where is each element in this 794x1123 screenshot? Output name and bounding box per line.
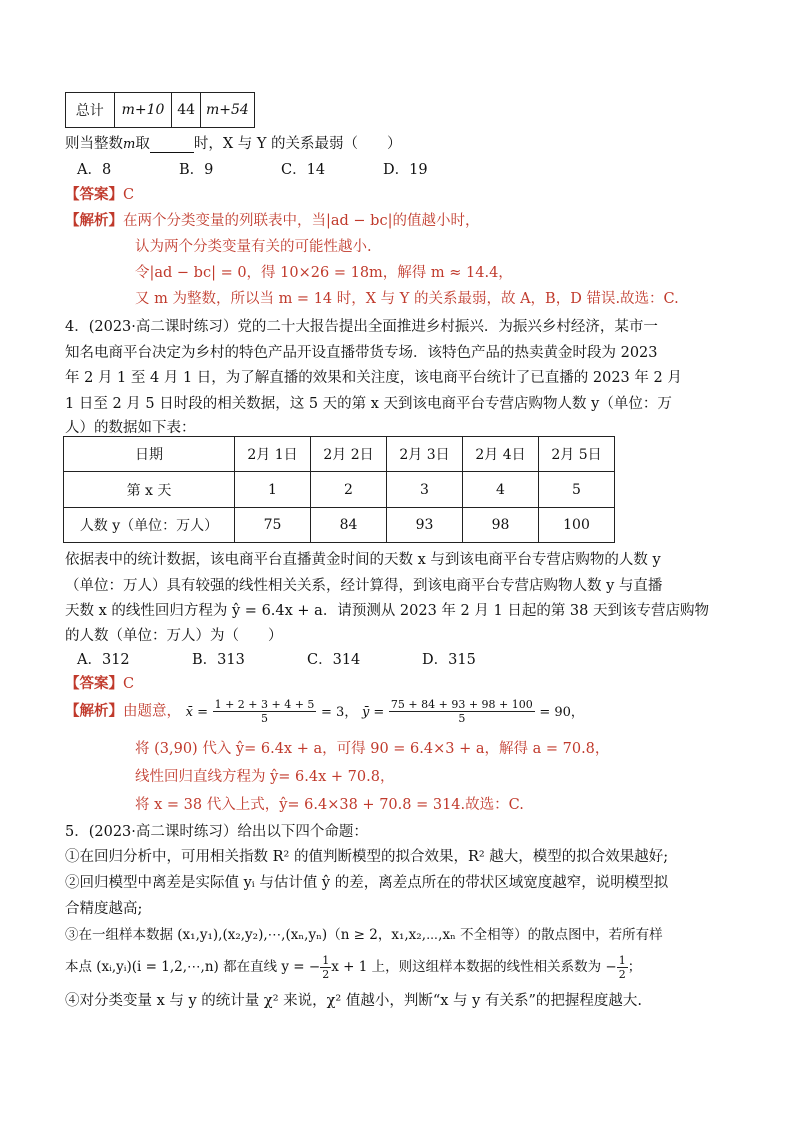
q4-line-5: 人）的数据如下表： [65,420,196,436]
y-cell: 100 [539,508,615,543]
fraction-numerator: 1 [322,954,330,967]
q3-analysis-line-2: 认为两个分类变量有关的可能性越小. [135,239,372,255]
y-cell: 75 [235,508,311,543]
q3-analysis-line-3: 令|ad − bc| = 0，得 10×26 = 18m，解得 m ≈ 14.4， [135,265,513,281]
header-day-5: 2月 5日 [539,437,615,472]
q4-options [77,648,476,669]
q3-prompt [65,132,402,153]
q3-analysis-line-4: 又 m 为整数，所以当 m = 14 时，X 与 Y 的关系最弱，故 A，B，D 错误.故选：C. [135,291,679,307]
q3-option-c: C．14 [281,162,326,178]
fraction-denominator: 5 [261,712,268,725]
q4-after-2: （单位：万人）具有较强的线性相关关系，经计算得，到该电商平台专营店购物人数 y 与直播 [65,578,663,594]
q4-option-a: A．312 [77,652,130,668]
fraction-denominator: 5 [458,712,466,725]
q4-mean-formulas [185,698,584,725]
answer-label: 【答案】 [65,186,123,203]
header-day-1: 2月 1日 [235,437,311,472]
q4-data-table [63,436,615,543]
q4-line-1: 4．(2023·高二课时练习）党的二十大报告提出全面推进乡村振兴．为振兴乡村经济，某市一 [65,319,658,335]
q4-line-4: 1 日至 2 月 5 日时段的相关数据，这 5 天的第 x 天到该电商平台专营店购物人数 y（单位：万 [65,396,672,412]
q5-proposition-2a: ②回归模型中离差是实际值 yᵢ 与估计值 ŷ 的差，离差点所在的带状区域宽度越窄，说明模型拟 [65,875,669,891]
y-bar-fraction [389,698,535,725]
x-cell: 2 [311,472,387,508]
q5-proposition-4: ④对分类变量 x 与 y 的统计量 χ² 来说，χ² 值越小，判断“x 与 y 有关系”的把握程度越大. [65,993,642,1009]
q3-analysis-text-1: 在两个分类变量的列联表中，当|ad − bc|的值越小时， [123,213,480,229]
q5-p3b-text-3: ； [627,959,642,975]
q5-p3b-text-2: x + 1 上，则这组样本数据的线性相关系数为 − [331,959,617,975]
q4-analysis-line-4: 将 x = 38 代入上式，ŷ= 6.4×38 + 70.8 = 314.故选：C. [135,797,524,813]
q4-option-d: D．315 [422,652,476,668]
contingency-total-row [65,92,255,128]
y-cell: 84 [311,508,387,543]
q4-analysis-line-1 [65,698,584,725]
x-cell: 1 [235,472,311,508]
header-day-4: 2月 4日 [463,437,539,472]
q4-option-c: C．314 [307,652,361,668]
q4-analysis-line-3: 线性回归直线方程为 ŷ= 6.4x + 70.8， [135,769,395,785]
y-bar: ȳ = [361,704,385,720]
q3-prompt-b: 取 [135,136,150,152]
q4-analysis-intro: 由题意， [123,703,181,720]
total-cell-2: 44 [172,93,200,128]
row-y-label: 人数 y（单位：万人） [64,508,235,543]
answer-value: C [123,676,135,692]
x-cell: 3 [387,472,463,508]
analysis-label: 【解析】 [65,702,123,720]
q3-analysis-line-1 [65,209,479,230]
total-cell-3: m+54 [200,93,254,128]
y-bar-result: = 90， [539,704,584,720]
q4-answer [65,672,134,693]
fraction-denominator: 2 [618,968,626,981]
x-bar-result: = 3， [321,704,358,720]
q4-after-4: 的人数（单位：万人）为（ ） [65,628,283,644]
header-day-2: 2月 2日 [311,437,387,472]
q5-proposition-2b: 合精度越高; [65,901,143,917]
minus-half-fraction [617,954,628,981]
answer-label: 【答案】 [65,675,123,692]
q5-proposition-3b [65,954,641,981]
header-day-3: 2月 3日 [387,437,463,472]
q3-prompt-a: 则当整数 [65,136,123,152]
y-cell: 98 [463,508,539,543]
x-bar-fraction [213,698,317,725]
row-x-label: 第 x 天 [64,472,235,508]
q3-option-d: D．19 [383,162,428,178]
fraction-numerator: 1 [618,954,626,967]
q3-prompt-c: 时， [193,136,223,152]
q3-option-a: A．8 [77,162,112,178]
q3-prompt-d: X 与 Y 的关系最弱（ ） [222,136,402,152]
q4-after-3: 天数 x 的线性回归方程为 ŷ = 6.4x + a．请预测从 2023 年 2 月 1 日起的第 38 天到该专营店购物 [65,603,709,619]
fraction-denominator: 2 [322,968,330,981]
minus-half-fraction [320,954,331,981]
fraction-numerator: 1 + 2 + 3 + 4 + 5 [214,698,315,711]
q4-analysis-line-2: 将 (3,90) 代入 ŷ= 6.4x + a，可得 90 = 6.4×3 + a，解得 a = 70.8， [135,741,610,757]
x-bar: x̄ = [185,704,208,720]
answer-blank [150,138,194,153]
q4-line-2: 知名电商平台决定为乡村的特色产品开设直播带货专场．该特色产品的热卖黄金时段为 2023 [65,345,658,361]
header-date: 日期 [64,437,235,472]
q4-option-b: B．313 [192,652,245,668]
answer-value: C [123,187,135,203]
q5-proposition-3a: ③在一组样本数据 (x₁,y₁),(x₂,y₂),⋯,(xₙ,yₙ)（n ≥ 2，x₁,x₂,⋯,xₙ 不全相等）的散点图中，若所有样 [65,927,663,943]
q5-proposition-1: ①在回归分析中，可用相关指数 R² 的值判断模型的拟合效果，R² 越大，模型的拟合效果越好; [65,849,669,865]
x-cell: 4 [463,472,539,508]
q3-options [77,158,428,179]
q5-p3b-text-1: 本点 (xᵢ,yᵢ)(i = 1,2,⋯,n) 都在直线 y = − [65,959,321,975]
total-label: 总计 [66,93,115,128]
total-cell-1: m+10 [114,93,172,128]
q4-after-1: 依据表中的统计数据，该电商平台直播黄金时间的天数 x 与到该电商平台专营店购物的人数 y [65,552,661,568]
q4-line-3: 年 2 月 1 至 4 月 1 日，为了解直播的效果和关注度，该电商平台统计了已直播的 2023 年 2 月 [65,370,682,386]
y-cell: 93 [387,508,463,543]
q5-intro: 5．(2023·高二课时练习）给出以下四个命题： [65,824,368,840]
q3-option-b: B．9 [179,162,214,178]
q3-var-m: m [123,137,136,152]
x-cell: 5 [539,472,615,508]
analysis-label: 【解析】 [65,212,123,229]
q3-answer [65,183,134,204]
fraction-numerator: 75 + 84 + 93 + 98 + 100 [390,698,533,711]
